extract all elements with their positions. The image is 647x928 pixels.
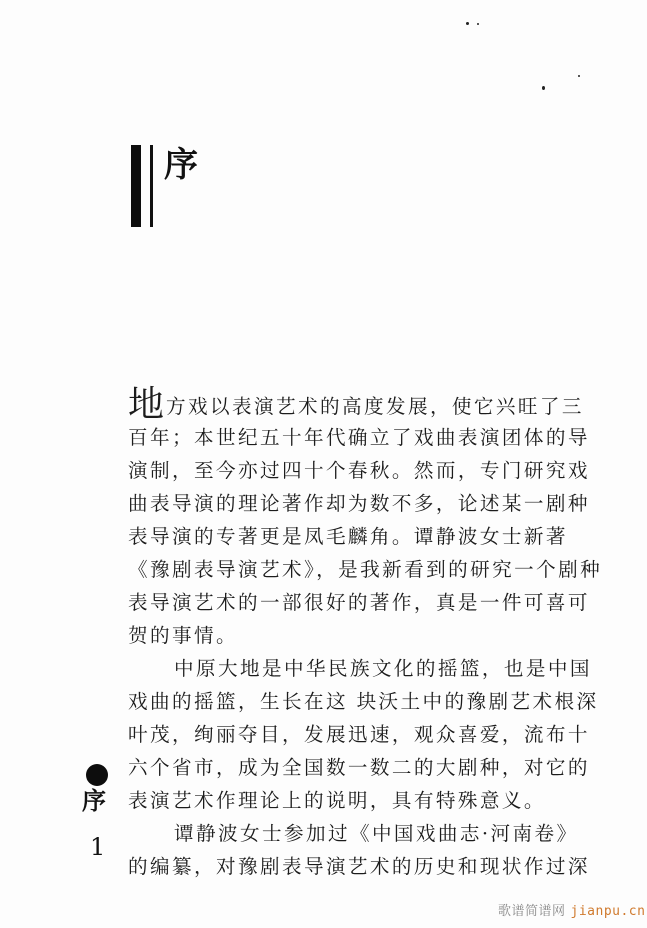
watermark-site-name: 歌谱简谱网 <box>498 904 566 919</box>
text-line: 戏曲的摇篮，生长在这 块沃土中的豫剧艺术根深 <box>128 690 599 713</box>
text-line: 表导演的专著更是凤毛麟角。谭静波女士新著 <box>128 525 568 548</box>
text-line: 贺的事情。 <box>128 624 238 647</box>
scan-speck <box>477 23 479 25</box>
watermark-domain: jianpu.cn <box>570 904 646 919</box>
title-bar-thin <box>150 145 153 227</box>
title-bar-thick <box>131 145 141 227</box>
text-line: 百年；本世纪五十年代确立了戏曲表演团体的导 <box>128 426 590 449</box>
scan-speck <box>542 86 545 90</box>
bullet-dot-icon <box>86 764 108 786</box>
text-line: 中原大地是中华民族文化的摇篮，也是中国 <box>174 657 592 680</box>
text-line: 叶茂，绚丽夺目，发展迅速，观众喜爱，流布十 <box>128 723 590 746</box>
text-line: 六个省市，成为全国数一数二的大剧种，对它的 <box>128 756 590 779</box>
scan-speck <box>466 22 469 25</box>
page-number: 1 <box>90 833 106 861</box>
text-line: 《豫剧表导演艺术》，是我新看到的研究一个剧种 <box>128 558 603 581</box>
watermark <box>498 900 645 919</box>
chapter-title: 序 <box>164 145 198 185</box>
scan-speck <box>578 75 580 77</box>
drop-cap: 地 <box>128 384 165 425</box>
text-line: 表演艺术作理论上的说明，具有特殊意义。 <box>128 789 546 812</box>
body-text <box>128 384 603 883</box>
text-line: 谭静波女士参加过《中国戏曲志·河南卷》 <box>174 822 579 845</box>
text-line: 表导演艺术的一部很好的著作，真是一件可喜可 <box>128 591 590 614</box>
text-line: 地方戏以表演艺术的高度发展，使它兴旺了三 <box>128 384 584 425</box>
text-line: 曲表导演的理论著作却为数不多，论述某一剧种 <box>128 492 590 515</box>
side-section-label: 序 <box>82 786 106 815</box>
text-line: 演制，至今亦过四十个春秋。然而，专门研究戏 <box>128 459 590 482</box>
text-line: 的编纂，对豫剧表导演艺术的历史和现状作过深 <box>128 855 590 878</box>
